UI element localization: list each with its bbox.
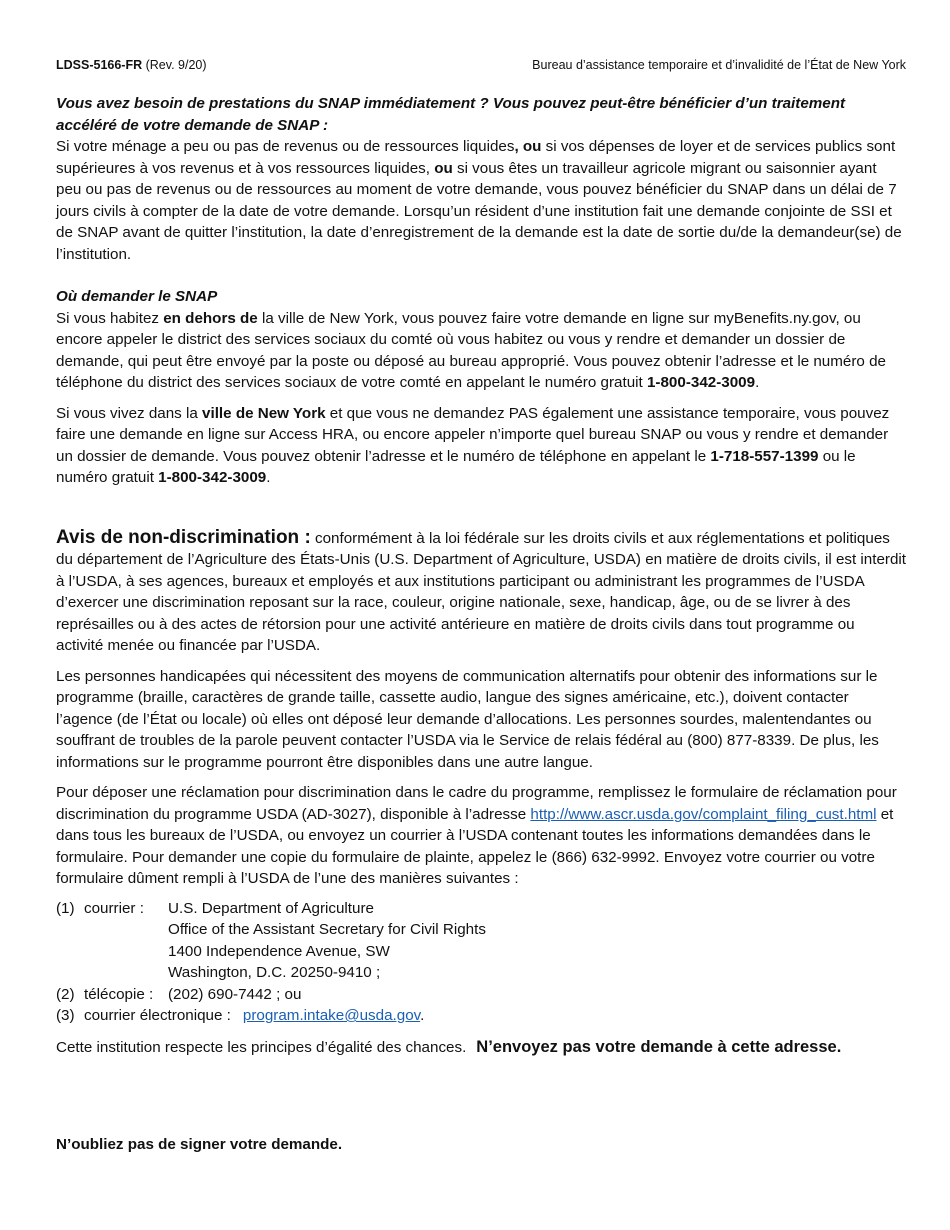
where-nyc-text-3: ou le numéro gratuit xyxy=(56,447,856,486)
address-line: Washington, D.C. 20250-9410 ; xyxy=(168,964,381,981)
form-revision: (Rev. 9/20) xyxy=(142,58,207,72)
expedited-heading: Vous avez besoin de prestations du SNAP immédiatement ? Vous pouvez peut-être bénéficier d’un traitement accéléré de votre demande de SNAP : xyxy=(56,95,846,134)
complaint-text-2: et dans tous les bureaux de l’USDA, ou envoyez un courrier à l’USDA contenant toutes les informations demandées dans le formulaire. Pour demander une copie du formulaire de plainte, appelez le (866) 632-9992. Envoyez votre courrier ou votre formulaire dûment rempli à l’USDA de l’une des manières suivantes : xyxy=(56,805,894,887)
mail-address xyxy=(168,898,486,984)
where-nyc-phone: 1-718-557-1399 xyxy=(710,447,819,465)
fax-number: (2) xyxy=(56,985,75,1003)
where-text-2: la ville de New York, vous pouvez faire votre demande en ligne sur myBenefits.ny.gov, ou encore appeler le district des services sociaux du comté où vous habitez ou vous y rendre et demander un dossier de demande, qui peut être envoyé par la poste ou déposé au bureau approprié. Vous pouvez obtenir l’adresse et le numéro de téléphone du district des services sociaux de votre comté en appelant le numéro gratuit xyxy=(56,309,886,391)
form-number: LDSS-5166-FR xyxy=(56,58,143,72)
fax-label: télécopie : xyxy=(84,985,154,1003)
agency-name: Bureau d’assistance temporaire et d’invalidité de l’État de New York xyxy=(532,58,906,72)
complaint-form-link[interactable]: http://www.ascr.usda.gov/complaint_filing_cust.html xyxy=(530,805,877,823)
where-phone-tollfree: 1-800-342-3009 xyxy=(646,374,756,391)
equal-opportunity-statement: Cette institution respecte les principes d’égalité des chances. xyxy=(56,1038,467,1056)
nondiscrimination-paragraph-3 xyxy=(56,782,906,890)
expedited-text-2: si vos dépenses de loyer et de services publics sont supérieures à vos revenus et à vos ressources liquides, xyxy=(56,138,896,177)
mail-number: (1) xyxy=(56,899,75,917)
complaint-text-1: Pour déposer une réclamation pour discrimination dans le cadre du programme, remplissez le formulaire de réclamation pour discrimination du programme USDA (AD-3027), disponible à l’adresse xyxy=(56,784,897,823)
page-header xyxy=(56,57,906,73)
expedited-section xyxy=(56,93,906,265)
form-identifier xyxy=(56,57,207,73)
expedited-paragraph xyxy=(56,136,906,265)
contact-methods xyxy=(56,898,486,1027)
expedited-or-1: , ou xyxy=(514,138,542,155)
nondiscrimination-paragraph-1 xyxy=(56,527,906,657)
where-paragraph-outside-nyc xyxy=(56,308,906,394)
do-not-send-warning: N’envoyez pas votre demande à cette adresse. xyxy=(476,1037,842,1056)
where-paragraph-nyc xyxy=(56,403,906,489)
nondiscrimination-paragraph-2: Les personnes handicapées qui nécessitent des moyens de communication alternatifs pour obtenir des informations sur le programme (braille, caractères de grande taille, cassette audio, langue des signes américaine, etc.), doivent contacter l’agence (de l’État ou locale) où elles ont déposé leur demande d’allocations. Les personnes sourdes, malentendantes ou souffrant de troubles de la parole peuvent contacter l’USDA via le Service de relais fédéral au (800) 877-8339. De plus, les informations sur le programme pourront être disponibles dans une autre langue. xyxy=(56,667,879,771)
address-line: Office of the Assistant Secretary for Civil Rights xyxy=(168,921,486,938)
expedited-text-1: Si votre ménage a peu ou pas de revenus ou de ressources liquides xyxy=(56,138,515,155)
email-number: (3) xyxy=(56,1007,75,1024)
where-text-end: . xyxy=(755,374,760,391)
where-nyc-text-2: et que vous ne demandez PAS également une assistance temporaire, vous pouvez faire une demande en ligne sur Access HRA, ou encore appeler n’importe quel bureau SNAP ou vous y rendre et demander un dossier de demande. Vous pouvez obtenir l’adresse et le numéro de téléphone en appelant le xyxy=(56,404,890,465)
mail-label: courrier : xyxy=(84,899,144,917)
address-line: 1400 Independence Avenue, SW xyxy=(168,942,390,960)
nondiscrimination-heading: Avis de non-discrimination : xyxy=(56,526,311,548)
email-cell xyxy=(84,1005,486,1027)
equal-opportunity-line xyxy=(56,1037,906,1059)
where-nyc-text-end: . xyxy=(266,469,271,486)
where-nyc-phone-tollfree: 1-800-342-3009 xyxy=(158,469,267,486)
where-nyc-text-1: Si vous vivez dans la xyxy=(56,404,203,422)
contact-method-email xyxy=(56,1005,486,1027)
expedited-text-3: si vous êtes un travailleur agricole migrant ou saisonnier ayant peu ou pas de revenus ou de ressources au moment de votre demande, vous pouvez bénéficier du SNAP dans un délai de 7 jours civils à compter de la date de votre demande. Lorsqu’un résident d’une institution fait une demande conjointe de SSI et de SNAP avant de quitter l’institution, la date d’enregistrement de la demande est la date de sortie du/de la demandeur(se) de l’institution. xyxy=(56,159,902,263)
contact-method-mail xyxy=(56,898,486,984)
contact-method-fax xyxy=(56,984,486,1006)
expedited-or-2: ou xyxy=(434,159,453,177)
sign-reminder: N’oubliez pas de signer votre demande. xyxy=(56,1136,343,1153)
where-nyc-bold: ville de New York xyxy=(202,404,326,422)
email-end: . xyxy=(420,1007,425,1024)
where-heading: Où demander le SNAP xyxy=(56,288,218,305)
where-outside-bold: en dehors de xyxy=(163,309,258,327)
fax-value: (202) 690-7442 ; ou xyxy=(168,985,302,1003)
where-section xyxy=(56,286,906,489)
document-page xyxy=(56,57,906,1156)
email-label: courrier électronique : xyxy=(84,1007,231,1024)
email-link[interactable]: program.intake@usda.gov xyxy=(242,1007,421,1024)
nondiscrimination-text-1: conformément à la loi fédérale sur les droits civils et aux réglementations et politiques du département de l’Agriculture des États-Unis (U.S. Department of Agriculture, USDA) en matière de droits civils, il est interdit à l’USDA, à ses agences, bureaux et employés et aux institutions participant ou administrant les programmes de l’USDA d’exercer une discrimination reposant sur la race, couleur, origine nationale, sexe, handicap, âge, ou de se livrer à des représailles ou à des actes de rétorsion pour une activité antérieure en matière de droits civils dans tout programme ou activité menée ou financée par l’USDA. xyxy=(56,529,907,654)
where-text-1: Si vous habitez xyxy=(56,309,164,327)
nondiscrimination-section xyxy=(56,527,906,1059)
address-line: U.S. Department of Agriculture xyxy=(168,899,374,917)
